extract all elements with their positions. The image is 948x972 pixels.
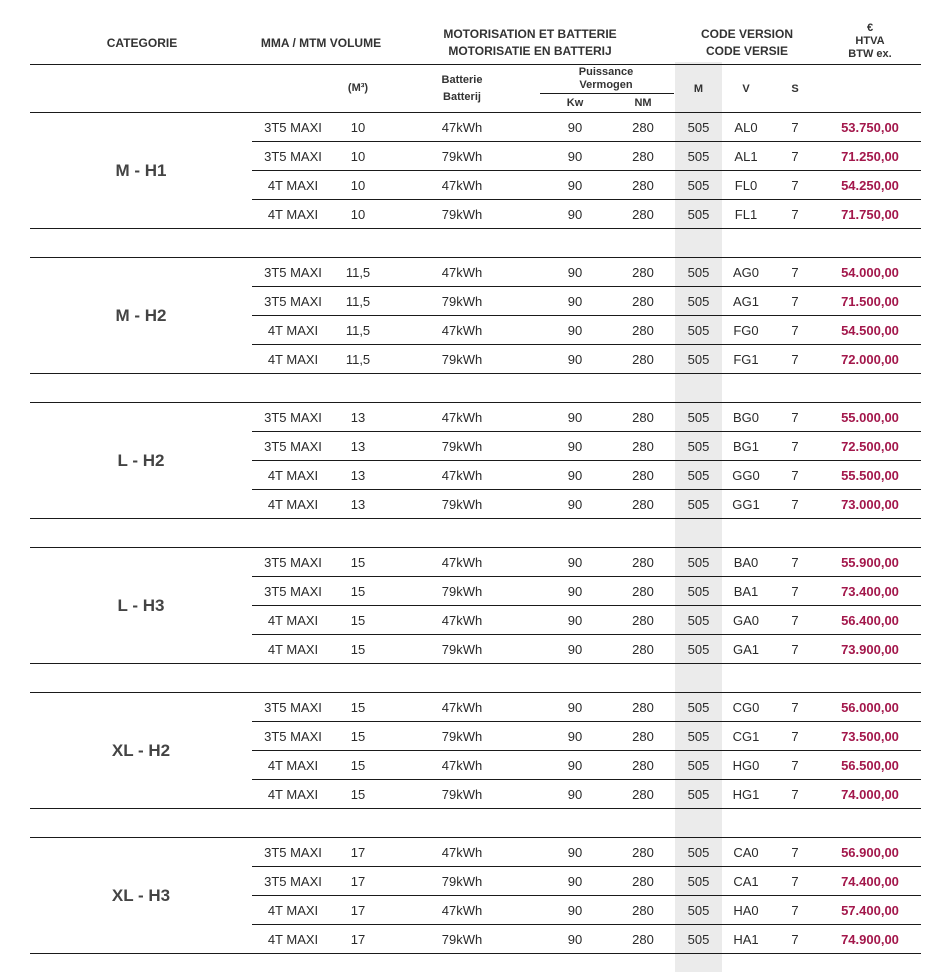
cell-code-s: 7 — [791, 874, 799, 889]
cell-mma: 3T5 MAXI — [264, 700, 322, 715]
cell-mma: 4T MAXI — [267, 178, 319, 193]
cell-code-v: HG0 — [732, 758, 760, 773]
cell-volume: 13 — [350, 439, 366, 454]
cell-volume: 13 — [350, 497, 366, 512]
cell-code-m: 505 — [687, 729, 710, 744]
header-htva: HTVA — [855, 35, 885, 47]
cell-battery: 47kWh — [441, 845, 483, 860]
cell-code-v: BA0 — [733, 555, 759, 570]
cell-mma: 4T MAXI — [267, 613, 319, 628]
cell-price: 72.500,00 — [841, 439, 899, 454]
cell-nm: 280 — [632, 323, 654, 338]
cell-mma: 3T5 MAXI — [264, 439, 322, 454]
cell-code-s: 7 — [791, 265, 799, 280]
cell-volume: 10 — [350, 120, 366, 135]
category-label: M - H1 — [115, 161, 167, 180]
cell-volume: 15 — [350, 642, 366, 657]
subheader-s: S — [791, 83, 799, 95]
cell-price: 73.900,00 — [841, 642, 899, 657]
cell-code-m: 505 — [687, 758, 710, 773]
cell-code-s: 7 — [791, 845, 799, 860]
cell-kw: 90 — [567, 497, 583, 512]
cell-code-s: 7 — [791, 497, 799, 512]
cell-volume: 15 — [350, 613, 366, 628]
cell-nm: 280 — [632, 468, 654, 483]
cell-battery: 79kWh — [441, 294, 483, 309]
cell-price: 72.000,00 — [841, 352, 899, 367]
cell-kw: 90 — [567, 265, 583, 280]
cell-code-s: 7 — [791, 787, 799, 802]
cell-mma: 4T MAXI — [267, 352, 319, 367]
header-rule — [30, 64, 921, 65]
cell-mma: 4T MAXI — [267, 787, 319, 802]
cell-battery: 79kWh — [441, 729, 483, 744]
cell-battery: 79kWh — [441, 497, 483, 512]
cell-kw: 90 — [567, 758, 583, 773]
header-btw: BTW ex. — [848, 48, 892, 60]
cell-code-v: AG0 — [732, 265, 759, 280]
cell-nm: 280 — [632, 178, 654, 193]
cell-code-s: 7 — [791, 555, 799, 570]
subheader-m: M — [693, 83, 704, 95]
cell-price: 54.500,00 — [841, 323, 899, 338]
cell-volume: 15 — [350, 584, 366, 599]
cell-mma: 4T MAXI — [267, 207, 319, 222]
cell-nm: 280 — [632, 265, 654, 280]
cell-nm: 280 — [632, 555, 654, 570]
cell-code-m: 505 — [687, 584, 710, 599]
cell-mma: 4T MAXI — [267, 497, 319, 512]
cell-code-v: GG0 — [732, 468, 760, 483]
cell-nm: 280 — [632, 845, 654, 860]
cell-code-m: 505 — [687, 497, 710, 512]
cell-code-v: AG1 — [732, 294, 759, 309]
cell-nm: 280 — [632, 758, 654, 773]
subheader-vermogen: Vermogen — [579, 79, 633, 91]
cell-volume: 15 — [350, 729, 366, 744]
cell-kw: 90 — [567, 787, 583, 802]
cell-kw: 90 — [567, 149, 583, 164]
cell-battery: 47kWh — [441, 410, 483, 425]
cell-price: 74.000,00 — [841, 787, 899, 802]
cell-volume: 17 — [350, 932, 366, 947]
cell-price: 54.250,00 — [841, 178, 899, 193]
category-label: L - H3 — [117, 596, 165, 615]
cell-battery: 79kWh — [441, 207, 483, 222]
subheader-batterij: Batterij — [443, 91, 481, 103]
cell-code-s: 7 — [791, 178, 799, 193]
cell-kw: 90 — [567, 874, 583, 889]
cell-code-v: BG1 — [732, 439, 759, 454]
cell-volume: 10 — [350, 178, 366, 193]
cell-code-m: 505 — [687, 294, 710, 309]
cell-price: 74.900,00 — [841, 932, 899, 947]
cell-kw: 90 — [567, 178, 583, 193]
cell-price: 73.400,00 — [841, 584, 899, 599]
cell-code-v: HG1 — [732, 787, 760, 802]
cell-kw: 90 — [567, 555, 583, 570]
cell-code-s: 7 — [791, 584, 799, 599]
cell-battery: 79kWh — [441, 439, 483, 454]
cell-kw: 90 — [567, 439, 583, 454]
cell-battery: 79kWh — [441, 874, 483, 889]
cell-kw: 90 — [567, 352, 583, 367]
cell-price: 73.000,00 — [841, 497, 899, 512]
cell-nm: 280 — [632, 410, 654, 425]
cell-kw: 90 — [567, 642, 583, 657]
cell-code-v: CG0 — [732, 700, 760, 715]
header-currency: € — [866, 22, 874, 34]
cell-code-m: 505 — [687, 410, 710, 425]
cell-code-m: 505 — [687, 613, 710, 628]
cell-volume: 11,5 — [345, 265, 371, 280]
subheader-batterie: Batterie — [441, 74, 483, 86]
cell-code-m: 505 — [687, 468, 710, 483]
cell-volume: 15 — [350, 787, 366, 802]
cell-mma: 4T MAXI — [267, 932, 319, 947]
cell-mma: 3T5 MAXI — [264, 555, 322, 570]
cell-nm: 280 — [632, 787, 654, 802]
cell-mma: 3T5 MAXI — [264, 729, 322, 744]
puissance-rule — [540, 93, 674, 94]
cell-code-v: FL0 — [734, 178, 758, 193]
category-label: XL - H2 — [111, 741, 171, 760]
cell-code-s: 7 — [791, 700, 799, 715]
cell-code-m: 505 — [687, 555, 710, 570]
cell-volume: 11,5 — [345, 294, 371, 309]
cell-code-m: 505 — [687, 787, 710, 802]
cell-code-s: 7 — [791, 468, 799, 483]
cell-mma: 3T5 MAXI — [264, 120, 322, 135]
group-bottom-rule — [30, 663, 921, 664]
header-code-nl: CODE VERSIE — [705, 44, 789, 58]
cell-battery: 47kWh — [441, 323, 483, 338]
cell-code-v: GA1 — [732, 642, 759, 657]
cell-nm: 280 — [632, 497, 654, 512]
cell-volume: 11,5 — [345, 352, 371, 367]
cell-code-m: 505 — [687, 874, 710, 889]
cell-nm: 280 — [632, 352, 654, 367]
cell-battery: 79kWh — [441, 352, 483, 367]
cell-code-v: AL0 — [734, 120, 758, 135]
cell-battery: 79kWh — [441, 642, 483, 657]
cell-code-m: 505 — [687, 207, 710, 222]
cell-mma: 4T MAXI — [267, 903, 319, 918]
cell-code-v: GA0 — [732, 613, 759, 628]
cell-kw: 90 — [567, 903, 583, 918]
cell-price: 55.000,00 — [841, 410, 899, 425]
cell-mma: 3T5 MAXI — [264, 584, 322, 599]
cell-nm: 280 — [632, 294, 654, 309]
cell-code-m: 505 — [687, 845, 710, 860]
group-bottom-rule — [30, 373, 921, 374]
cell-code-s: 7 — [791, 323, 799, 338]
cell-mma: 3T5 MAXI — [264, 265, 322, 280]
cell-code-v: CA0 — [733, 845, 759, 860]
cell-code-m: 505 — [687, 149, 710, 164]
cell-price: 71.500,00 — [841, 294, 899, 309]
cell-code-v: HA1 — [733, 932, 759, 947]
cell-code-v: GG1 — [732, 497, 760, 512]
cell-code-m: 505 — [687, 178, 710, 193]
cell-code-s: 7 — [791, 439, 799, 454]
group-bottom-rule — [30, 953, 921, 954]
header-motor-nl: MOTORISATIE EN BATTERIJ — [448, 44, 612, 58]
cell-code-s: 7 — [791, 642, 799, 657]
cell-kw: 90 — [567, 932, 583, 947]
cell-battery: 47kWh — [441, 120, 483, 135]
category-label: L - H2 — [117, 451, 165, 470]
cell-price: 74.400,00 — [841, 874, 899, 889]
cell-code-s: 7 — [791, 729, 799, 744]
cell-price: 53.750,00 — [841, 120, 899, 135]
cell-battery: 79kWh — [441, 787, 483, 802]
cell-kw: 90 — [567, 845, 583, 860]
cell-code-s: 7 — [791, 294, 799, 309]
cell-code-s: 7 — [791, 149, 799, 164]
cell-battery: 79kWh — [441, 932, 483, 947]
cell-kw: 90 — [567, 700, 583, 715]
cell-nm: 280 — [632, 149, 654, 164]
cell-nm: 280 — [632, 613, 654, 628]
cell-code-m: 505 — [687, 439, 710, 454]
cell-code-m: 505 — [687, 323, 710, 338]
cell-code-v: BA1 — [733, 584, 759, 599]
cell-price: 56.000,00 — [841, 700, 899, 715]
cell-code-m: 505 — [687, 120, 710, 135]
cell-battery: 47kWh — [441, 468, 483, 483]
cell-volume: 13 — [350, 410, 366, 425]
cell-code-s: 7 — [791, 758, 799, 773]
cell-kw: 90 — [567, 613, 583, 628]
cell-volume: 10 — [350, 149, 366, 164]
cell-battery: 47kWh — [441, 613, 483, 628]
cell-mma: 4T MAXI — [267, 758, 319, 773]
cell-price: 56.400,00 — [841, 613, 899, 628]
subheader-nm: NM — [634, 97, 652, 109]
cell-mma: 3T5 MAXI — [264, 845, 322, 860]
cell-battery: 47kWh — [441, 178, 483, 193]
cell-kw: 90 — [567, 729, 583, 744]
subheader-kw: Kw — [566, 97, 584, 109]
group-bottom-rule — [30, 808, 921, 809]
cell-code-s: 7 — [791, 613, 799, 628]
cell-code-m: 505 — [687, 352, 710, 367]
cell-nm: 280 — [632, 903, 654, 918]
subheader-puissance: Puissance — [578, 66, 634, 78]
cell-battery: 47kWh — [441, 903, 483, 918]
cell-code-v: FL1 — [734, 207, 758, 222]
cell-battery: 47kWh — [441, 700, 483, 715]
header-motor-fr: MOTORISATION ET BATTERIE — [443, 27, 617, 41]
cell-code-v: CA1 — [733, 874, 759, 889]
cell-mma: 3T5 MAXI — [264, 874, 322, 889]
cell-price: 73.500,00 — [841, 729, 899, 744]
cell-nm: 280 — [632, 932, 654, 947]
cell-mma: 4T MAXI — [267, 642, 319, 657]
cell-nm: 280 — [632, 207, 654, 222]
header-code-fr: CODE VERSION — [700, 27, 793, 41]
cell-nm: 280 — [632, 874, 654, 889]
cell-price: 54.000,00 — [841, 265, 899, 280]
cell-code-v: FG0 — [733, 323, 759, 338]
cell-code-m: 505 — [687, 642, 710, 657]
group-bottom-rule — [30, 518, 921, 519]
cell-battery: 79kWh — [441, 584, 483, 599]
category-label: XL - H3 — [111, 886, 171, 905]
cell-nm: 280 — [632, 700, 654, 715]
cell-code-v: HA0 — [733, 903, 759, 918]
cell-code-v: CG1 — [732, 729, 760, 744]
cell-battery: 79kWh — [441, 149, 483, 164]
cell-kw: 90 — [567, 294, 583, 309]
cell-volume: 11,5 — [345, 323, 371, 338]
cell-kw: 90 — [567, 120, 583, 135]
cell-price: 56.900,00 — [841, 845, 899, 860]
header-categorie: CATEGORIE — [106, 36, 178, 50]
cell-volume: 13 — [350, 468, 366, 483]
cell-volume: 15 — [350, 555, 366, 570]
cell-price: 71.250,00 — [841, 149, 899, 164]
cell-kw: 90 — [567, 323, 583, 338]
cell-code-m: 505 — [687, 903, 710, 918]
cell-mma: 3T5 MAXI — [264, 149, 322, 164]
cell-mma: 3T5 MAXI — [264, 294, 322, 309]
cell-battery: 47kWh — [441, 265, 483, 280]
cell-nm: 280 — [632, 584, 654, 599]
cell-price: 56.500,00 — [841, 758, 899, 773]
cell-code-s: 7 — [791, 352, 799, 367]
cell-price: 71.750,00 — [841, 207, 899, 222]
header-mma: MMA / MTM VOLUME — [260, 36, 382, 50]
cell-code-s: 7 — [791, 207, 799, 222]
cell-code-v: BG0 — [732, 410, 759, 425]
cell-price: 55.500,00 — [841, 468, 899, 483]
cell-nm: 280 — [632, 120, 654, 135]
cell-nm: 280 — [632, 729, 654, 744]
cell-code-m: 505 — [687, 265, 710, 280]
cell-price: 55.900,00 — [841, 555, 899, 570]
cell-code-s: 7 — [791, 932, 799, 947]
cell-kw: 90 — [567, 207, 583, 222]
cell-volume: 17 — [350, 845, 366, 860]
cell-volume: 17 — [350, 874, 366, 889]
cell-volume: 15 — [350, 758, 366, 773]
cell-code-s: 7 — [791, 903, 799, 918]
cell-mma: 4T MAXI — [267, 323, 319, 338]
cell-code-v: AL1 — [734, 149, 758, 164]
cell-code-s: 7 — [791, 120, 799, 135]
cell-code-m: 505 — [687, 932, 710, 947]
cell-price: 57.400,00 — [841, 903, 899, 918]
cell-battery: 47kWh — [441, 555, 483, 570]
subheader-volume-unit: (M³) — [347, 82, 369, 94]
cell-nm: 280 — [632, 642, 654, 657]
cell-mma: 4T MAXI — [267, 468, 319, 483]
group-bottom-rule — [30, 228, 921, 229]
cell-kw: 90 — [567, 584, 583, 599]
cell-code-v: FG1 — [733, 352, 759, 367]
cell-kw: 90 — [567, 410, 583, 425]
cell-code-s: 7 — [791, 410, 799, 425]
cell-mma: 3T5 MAXI — [264, 410, 322, 425]
cell-kw: 90 — [567, 468, 583, 483]
category-label: M - H2 — [115, 306, 167, 325]
cell-code-m: 505 — [687, 700, 710, 715]
cell-volume: 10 — [350, 207, 366, 222]
subheader-v: V — [742, 83, 750, 95]
cell-nm: 280 — [632, 439, 654, 454]
cell-volume: 17 — [350, 903, 366, 918]
cell-volume: 15 — [350, 700, 366, 715]
cell-battery: 47kWh — [441, 758, 483, 773]
